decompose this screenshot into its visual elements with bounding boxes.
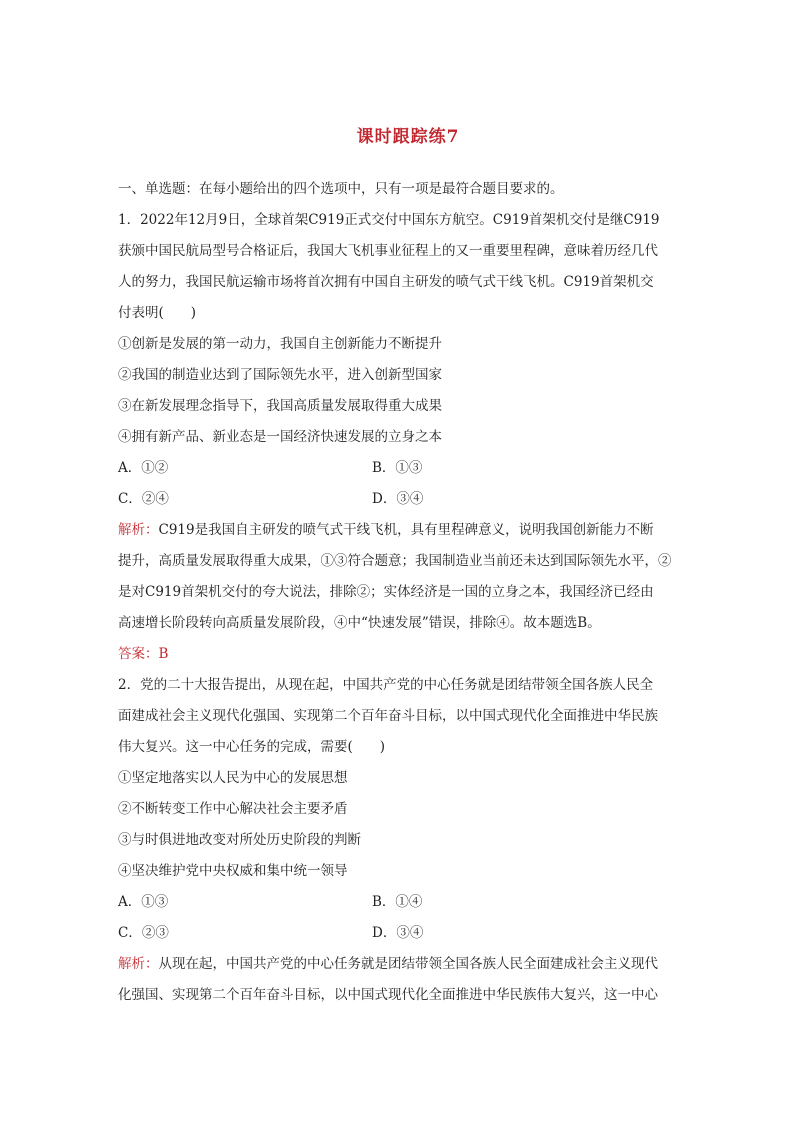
- section-heading: 一、单选题：在每小题给出的四个选项中，只有一项是最符合题目要求的。: [118, 181, 564, 197]
- option-b: B．①④: [372, 894, 423, 910]
- option-d: D．③④: [372, 491, 424, 507]
- answer-label: 答案：: [118, 646, 159, 662]
- analysis-line: 高速增长阶段转向高质量发展阶段，④中“快速发展”错误，排除④。故本题选B。: [118, 615, 601, 631]
- question-line: 付表明( ): [118, 305, 197, 321]
- question-line: 2．党的二十大报告提出，从现在起，中国共产党的中心任务就是团结带领全国各族人民全: [118, 677, 654, 693]
- question-line: 获颁中国民航局型号合格证后，我国大飞机事业征程上的又一重要里程碑，意味着历经几代: [118, 243, 658, 259]
- answer-value: B: [158, 646, 169, 662]
- statement-item: ③在新发展理念指导下，我国高质量发展取得重大成果: [118, 398, 442, 414]
- question-line: 1．2022年12月9日，全球首架C919正式交付中国东方航空。C919首架机交付是继C919: [118, 212, 660, 228]
- statement-item: ①创新是发展的第一动力，我国自主创新能力不断提升: [118, 336, 442, 352]
- statement-item: ②我国的制造业达到了国际领先水平，进入创新型国家: [118, 367, 442, 383]
- statement-item: ④拥有新产品、新业态是一国经济快速发展的立身之本: [118, 429, 442, 445]
- document-page: [118, 122, 698, 1011]
- page-title: 课时跟踪练7: [356, 127, 460, 147]
- option-b: B．①③: [372, 460, 423, 476]
- answer-line: [118, 639, 698, 670]
- option-c: C．②④: [118, 491, 169, 507]
- options-row: [118, 887, 698, 918]
- analysis-text: C919是我国自主研发的喷气式干线飞机，具有里程碑意义，说明我国创新能力不断: [158, 522, 654, 538]
- analysis-label: 解析：: [118, 522, 159, 538]
- analysis-label: 解析：: [118, 956, 159, 972]
- question-line: 人的努力，我国民航运输市场将首次拥有中国自主研发的喷气式干线飞机。C919首架机交: [118, 274, 654, 290]
- analysis-line: [118, 515, 698, 546]
- statement-item: ④坚决维护党中央权威和集中统一领导: [118, 863, 348, 879]
- analysis-line: 化强国、实现第二个百年奋斗目标，以中国式现代化全面推进中华民族伟大复兴，这一中心: [118, 987, 658, 1003]
- options-row: [118, 918, 698, 949]
- option-a: A．①②: [118, 460, 169, 476]
- analysis-text: 从现在起，中国共产党的中心任务就是团结带领全国各族人民全面建成社会主义现代: [158, 956, 658, 972]
- analysis-line: 是对C919首架机交付的夸大说法，排除②；实体经济是一国的立身之本，我国经济已经由: [118, 584, 654, 600]
- option-a: A．①③: [118, 894, 169, 910]
- question-line: 面建成社会主义现代化强国、实现第二个百年奋斗目标，以中国式现代化全面推进中华民族: [118, 708, 658, 724]
- option-c: C．②③: [118, 925, 169, 941]
- statement-item: ①坚定地落实以人民为中心的发展思想: [118, 770, 348, 786]
- analysis-line: [118, 949, 698, 980]
- question-1: [118, 205, 698, 670]
- analysis-line: 提升，高质量发展取得重大成果，①③符合题意；我国制造业当前还未达到国际领先水平，②: [118, 553, 672, 569]
- question-line: 伟大复兴。这一中心任务的完成，需要( ): [118, 739, 386, 755]
- question-2: [118, 670, 698, 1011]
- option-d: D．③④: [372, 925, 424, 941]
- options-row: [118, 484, 698, 515]
- statement-item: ②不断转变工作中心解决社会主要矛盾: [118, 801, 348, 817]
- statement-item: ③与时俱进地改变对所处历史阶段的判断: [118, 832, 361, 848]
- options-row: [118, 453, 698, 484]
